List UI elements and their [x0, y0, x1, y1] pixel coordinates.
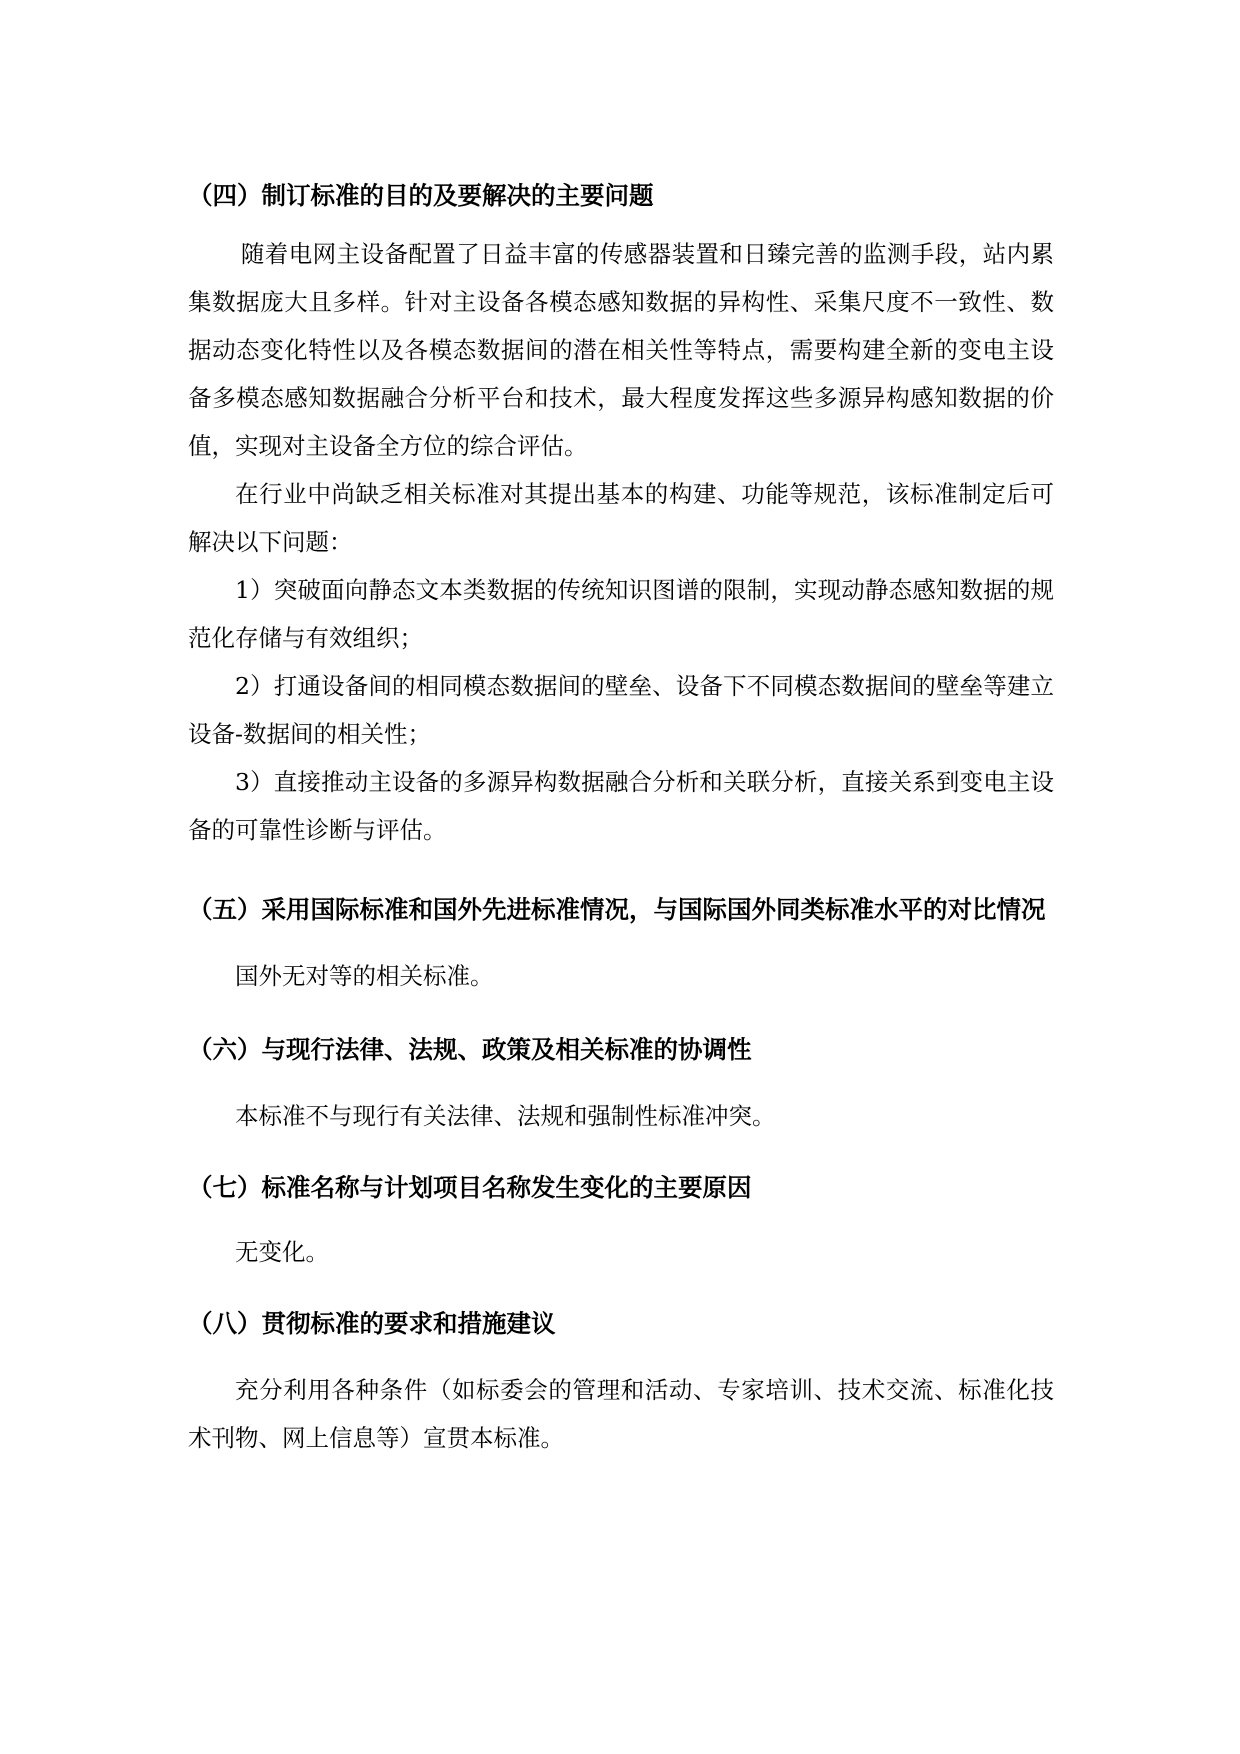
section-8-paragraph-1: 充分利用各种条件（如标委会的管理和活动、专家培训、技术交流、标准化技术刊物、网上信息等）宣贯本标准。 [188, 1376, 1054, 1452]
section-heading-4: （四）制订标准的目的及要解决的主要问题 [188, 181, 654, 210]
section-4-paragraph-2: 在行业中尚缺乏相关标准对其提出基本的构建、功能等规范，该标准制定后可解决以下问题： [188, 480, 1054, 556]
section-heading-8: （八）贯彻标准的要求和措施建议 [188, 1309, 556, 1338]
section-4-paragraph-1: 随着电网主设备配置了日益丰富的传感器装置和日臻完善的监测手段，站内累集数据庞大且多样。针对主设备各模态感知数据的异构性、采集尺度不一致性、数据动态变化特性以及各模态数据间的潜在相关性等特点，需要构建全新的变电主设备多模态感知数据融合分析平台和技术，最大程度发挥这些多源异构感知数据的价值，实现对主设备全方位的综合评估。 [188, 240, 1054, 460]
section-heading-7: （七）标准名称与计划项目名称发生变化的主要原因 [188, 1173, 752, 1202]
section-heading-5: （五）采用国际标准和国外先进标准情况，与国际国外同类标准水平的对比情况 [188, 895, 1046, 924]
section-4-item-2: 2）打通设备间的相同模态数据间的壁垒、设备下不同模态数据间的壁垒等建立设备-数据间的相关性； [188, 672, 1054, 748]
section-7-paragraph-1: 无变化。 [235, 1238, 329, 1266]
document-body [188, 172, 1054, 1462]
section-heading-6: （六）与现行法律、法规、政策及相关标准的协调性 [188, 1035, 752, 1064]
section-5-paragraph-1: 国外无对等的相关标准。 [235, 962, 494, 990]
section-6-paragraph-1: 本标准不与现行有关法律、法规和强制性标准冲突。 [235, 1102, 776, 1130]
section-4-item-1: 1）突破面向静态文本类数据的传统知识图谱的限制，实现动静态感知数据的规范化存储与有效组织； [188, 576, 1054, 652]
section-4-item-3: 3）直接推动主设备的多源异构数据融合分析和关联分析，直接关系到变电主设备的可靠性诊断与评估。 [188, 768, 1054, 844]
